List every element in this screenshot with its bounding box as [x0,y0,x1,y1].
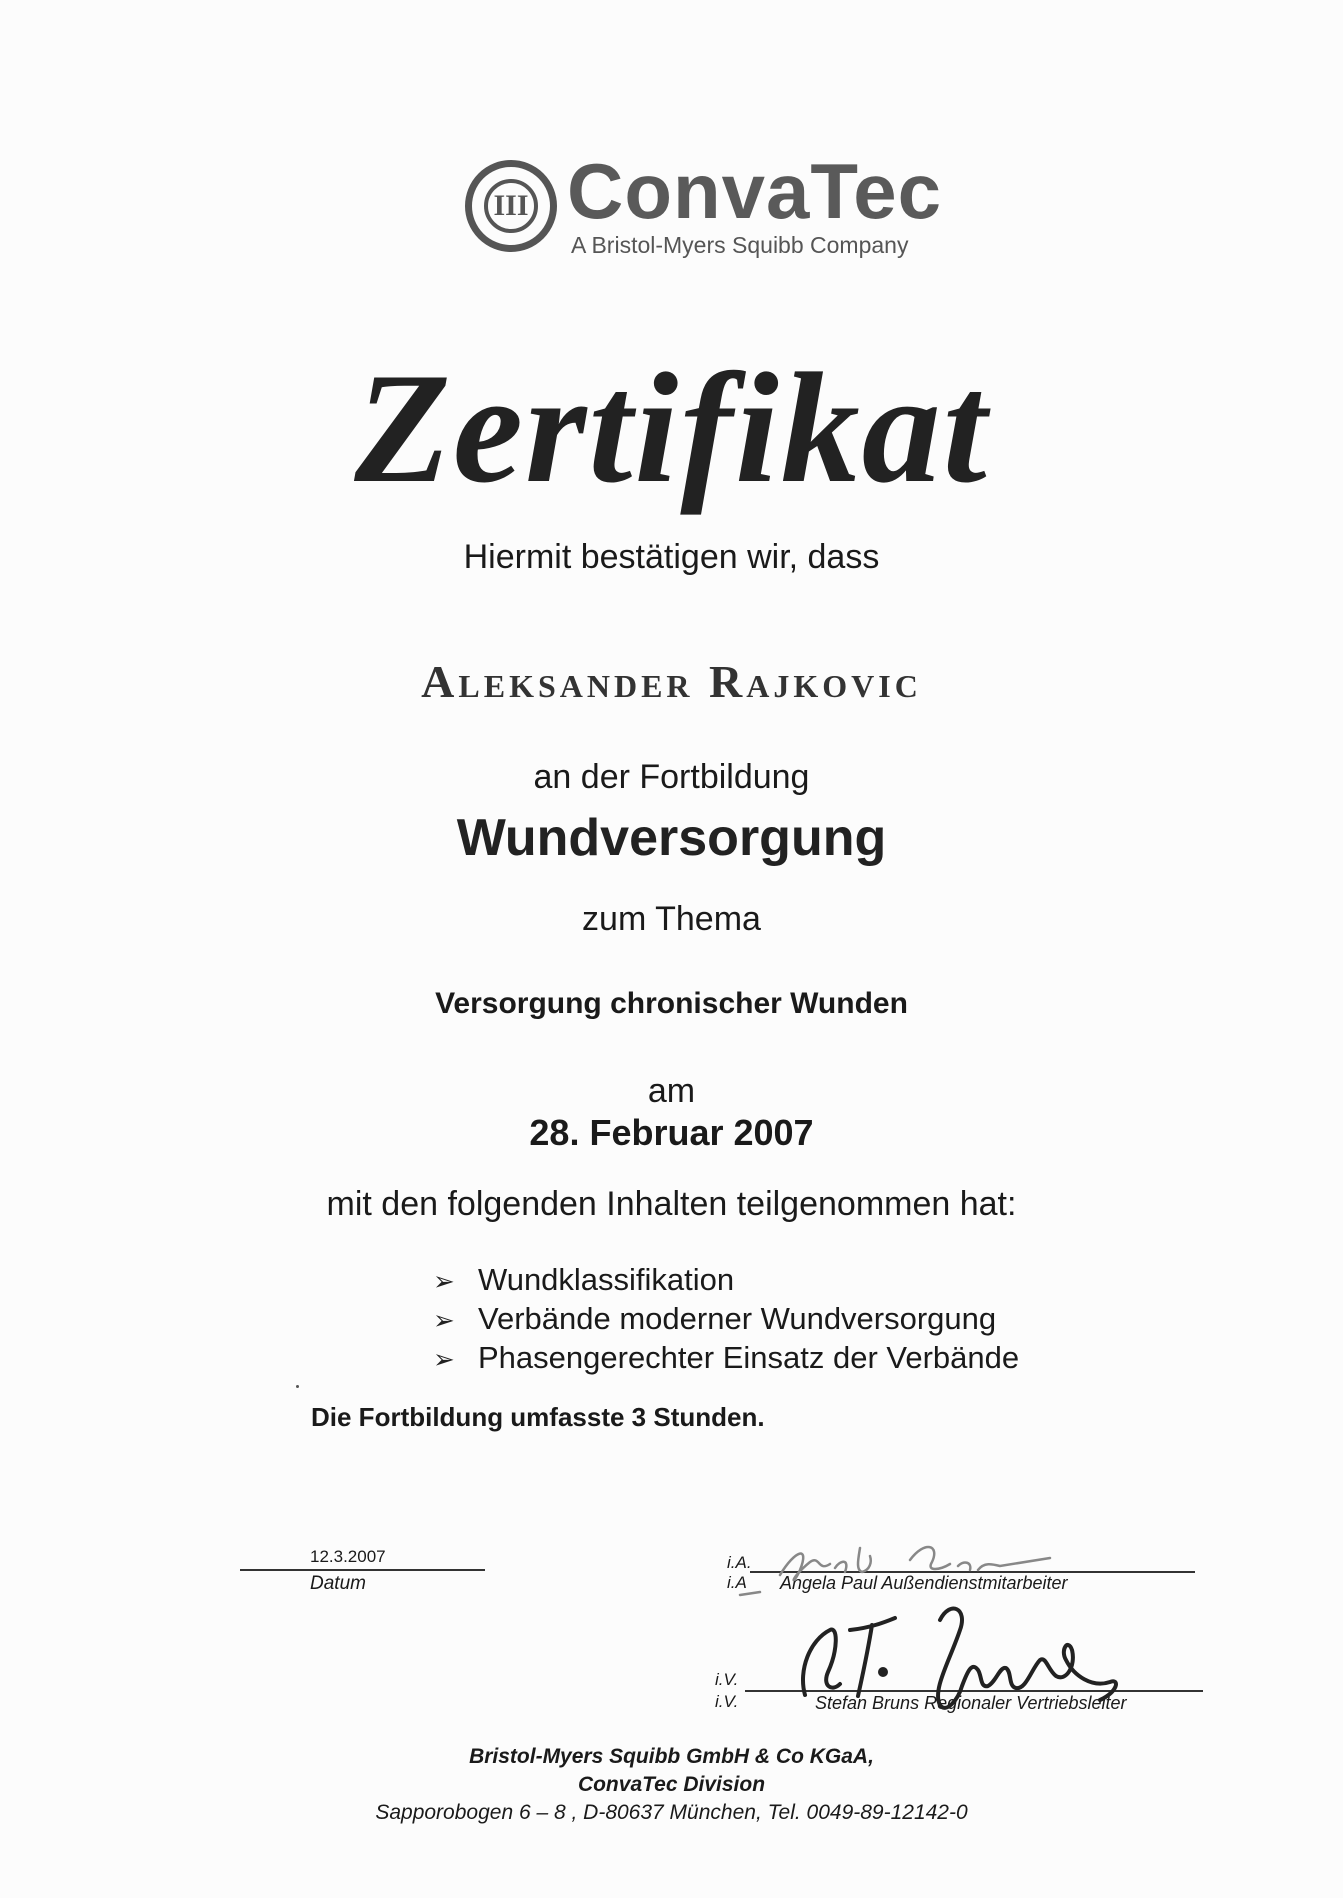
list-item-label: Phasengerechter Einsatz der Verbände [478,1340,1020,1375]
contents-list [433,1260,1019,1377]
date-value: 12.3.2007 [310,1547,386,1566]
arrow-bullet-icon: ➢ [433,1266,455,1296]
date-intro: am [647,1072,696,1110]
contents-intro: mit den folgenden Inhalten teilgenommen hat: [326,1185,1017,1223]
date-signature-line [240,1569,485,1571]
logo-mark-text: III [484,179,538,233]
ia-prefix-top: i.A. [727,1553,752,1572]
logo-name: ConvaTec [567,147,942,235]
address-company: Bristol-Myers Squibb GmbH & Co KGaA, [469,1745,874,1768]
convatec-logo [465,147,942,262]
list-item-label: Verbände moderner Wundversorgung [478,1301,997,1336]
iv-prefix: i.V. [715,1692,739,1711]
recipient-name: Aleksander Rajkovic [421,656,922,707]
convatec-logo-mark [465,160,557,252]
topic-intro: zum Thema [582,900,761,938]
signer2-name: Stefan Bruns Regionaler Vertriebsleiter [815,1693,1127,1713]
address-street: Sapporobogen 6 – 8 , D-80637 München, Tel. 0049-89-12142-0 [375,1801,968,1824]
address-division: ConvaTec Division [577,1773,766,1796]
iv-prefix-top: i.V. [715,1670,739,1689]
list-item [433,1299,1019,1338]
date-label: Datum [310,1573,366,1594]
duration-text: Die Fortbildung umfasste 3 Stunden. [311,1402,765,1432]
signer1-name: Angela Paul Außendienstmitarbeiter [780,1573,1068,1593]
course-title: Wundversorgung [456,809,887,867]
arrow-bullet-icon: ➢ [433,1344,455,1374]
logo-subtitle: A Bristol-Myers Squibb Company [571,232,909,258]
topic-title: Versorgung chronischer Wunden [435,987,908,1020]
certificate-title: Zertifikat [354,341,989,516]
speck [296,1385,299,1388]
course-intro: an der Fortbildung [533,758,810,796]
intro-text: Hiermit bestätigen wir, dass [463,538,880,576]
signature-line-2 [745,1690,1203,1692]
arrow-bullet-icon: ➢ [433,1305,455,1335]
ia-prefix: i.A [727,1573,747,1592]
list-item-label: Wundklassifikation [478,1262,735,1297]
list-item [433,1260,1019,1299]
list-item [433,1338,1019,1377]
course-date: 28. Februar 2007 [529,1112,814,1153]
handwritten-signatures [700,1500,1220,1720]
